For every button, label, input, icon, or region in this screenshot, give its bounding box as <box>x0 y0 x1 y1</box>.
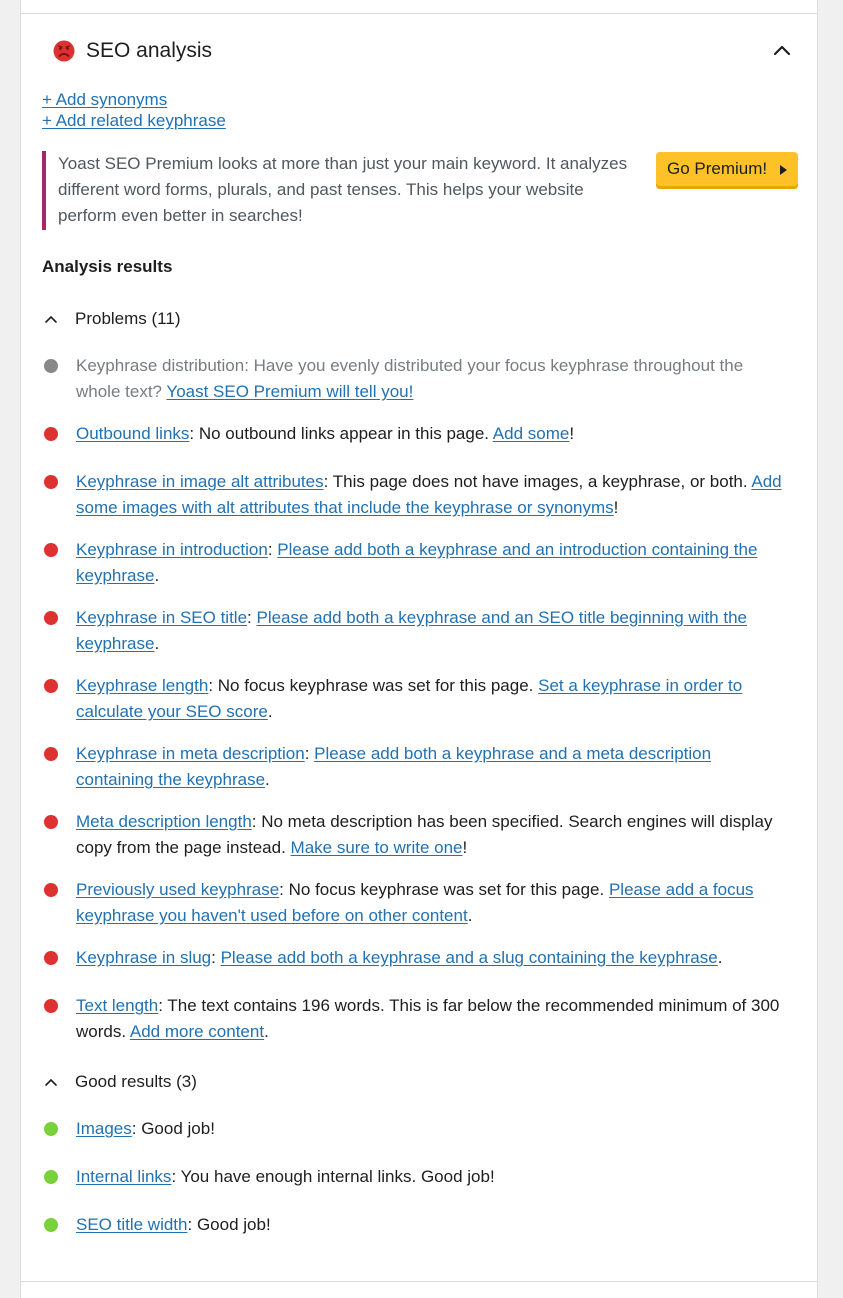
result-description: : <box>267 540 278 559</box>
result-action-link[interactable]: Add some <box>492 424 570 443</box>
status-dot-icon <box>44 427 58 441</box>
add-related-keyphrase-link[interactable]: + Add related keyphrase <box>42 111 226 130</box>
premium-description: Yoast SEO Premium looks at more than just your main keyword. It analyzes different word forms, plurals, and past tenses. This helps your website perform even better in searches! <box>58 154 628 225</box>
keyphrase-links <box>42 89 226 131</box>
result-punctuation: . <box>154 566 160 585</box>
status-dot-icon <box>44 815 58 829</box>
result-description: : No outbound links appear in this page. <box>189 424 493 443</box>
result-action-link[interactable]: Please add a focus keyphrase you haven't used before on other content <box>76 880 754 925</box>
result-text <box>76 809 786 861</box>
result-text <box>76 421 786 447</box>
status-dot-icon <box>44 543 58 557</box>
result-title-link[interactable]: Internal links <box>76 1167 172 1186</box>
status-dot-icon <box>44 883 58 897</box>
result-punctuation: ! <box>569 424 575 443</box>
result-punctuation: . <box>154 634 160 653</box>
seo-analysis-header[interactable] <box>21 14 817 88</box>
result-description: : The text contains 196 words. This is far below the recommended minimum of 300 words. <box>76 996 780 1041</box>
seo-analysis-panel <box>20 0 818 1298</box>
premium-link[interactable]: Yoast SEO Premium will tell you! <box>166 382 414 401</box>
result-title-link[interactable]: Keyphrase in slug <box>76 948 212 967</box>
result-description: : No focus keyphrase was set for this page. <box>279 880 609 899</box>
result-punctuation: . <box>264 1022 269 1041</box>
status-dot-icon <box>44 1122 58 1136</box>
status-dot-icon <box>44 747 58 761</box>
go-premium-button[interactable] <box>656 152 798 189</box>
status-dot-icon <box>44 475 58 489</box>
result-description: : <box>304 744 315 763</box>
result-punctuation: . <box>267 702 273 721</box>
result-text <box>76 353 786 405</box>
status-dot-icon <box>44 611 58 625</box>
status-dot-icon <box>44 679 58 693</box>
result-action-link[interactable]: Please add both a keyphrase and a slug containing the keyphrase <box>220 948 718 967</box>
result-text <box>76 993 786 1045</box>
chevron-up-icon[interactable] <box>771 40 793 62</box>
good-results-label: Good results (3) <box>75 1072 197 1091</box>
result-title-link[interactable]: Meta description length <box>76 812 252 831</box>
result-text <box>76 1164 786 1190</box>
result-action-link[interactable]: Please add both a keyphrase and a meta description containing the keyphrase <box>76 744 712 789</box>
status-dot-icon <box>44 1218 58 1232</box>
status-dot-icon <box>44 999 58 1013</box>
status-dot-icon <box>44 359 58 373</box>
result-description: : This page does not have images, a keyphrase, or both. <box>323 472 752 491</box>
result-action-link[interactable]: Make sure to write one <box>290 838 463 857</box>
result-description: : <box>211 948 221 967</box>
result-punctuation: ! <box>613 498 619 517</box>
result-description: : Good job! <box>187 1215 271 1234</box>
result-title-link[interactable]: Keyphrase in image alt attributes <box>76 472 324 491</box>
chevron-up-icon <box>44 312 58 326</box>
result-title-link[interactable]: Previously used keyphrase <box>76 880 280 899</box>
result-punctuation: ! <box>462 838 468 857</box>
result-text <box>76 1116 786 1142</box>
result-description: : You have enough internal links. Good job! <box>171 1167 495 1186</box>
result-description: : <box>247 608 257 627</box>
bottom-divider <box>21 1281 817 1282</box>
result-text <box>76 877 786 929</box>
result-title-link[interactable]: SEO title width <box>76 1215 188 1234</box>
result-action-link[interactable]: Please add both a keyphrase and an SEO title beginning with the keyphrase <box>76 608 747 653</box>
chevron-up-icon <box>44 1075 58 1089</box>
result-text <box>76 741 786 793</box>
play-arrow-icon <box>780 165 787 175</box>
result-text <box>76 945 786 971</box>
result-action-link[interactable]: Add more content <box>129 1022 265 1041</box>
status-dot-icon <box>44 951 58 965</box>
result-punctuation: . <box>265 770 270 789</box>
result-description: : Good job! <box>131 1119 215 1138</box>
problems-label: Problems (11) <box>75 309 181 328</box>
result-action-link[interactable]: Please add both a keyphrase and an introduction containing the keyphrase <box>76 540 758 585</box>
result-punctuation: . <box>467 906 473 925</box>
result-title-link[interactable]: Keyphrase in meta description <box>76 744 305 763</box>
result-title-link[interactable]: Keyphrase in introduction <box>76 540 268 559</box>
result-title-link[interactable]: Images <box>76 1119 132 1138</box>
panel-title: SEO analysis <box>86 39 213 62</box>
add-synonyms-link[interactable]: + Add synonyms <box>42 90 168 109</box>
result-text <box>76 537 786 589</box>
result-text <box>76 469 786 521</box>
premium-accent-bar <box>42 151 46 230</box>
status-dot-icon <box>44 1170 58 1184</box>
premium-upsell <box>42 151 799 230</box>
result-title-link[interactable]: Outbound links <box>76 424 190 443</box>
go-premium-label: Go Premium! <box>667 159 768 178</box>
analysis-results-heading: Analysis results <box>42 257 173 276</box>
sad-face-icon <box>53 40 75 62</box>
result-text <box>76 673 786 725</box>
result-action-link[interactable]: Add some images with alt attributes that include the keyphrase or synonyms <box>76 472 782 517</box>
result-action-link[interactable]: Set a keyphrase in order to calculate your SEO score <box>76 676 743 721</box>
result-punctuation: . <box>717 948 723 967</box>
result-text <box>76 1212 786 1238</box>
result-description: : No focus keyphrase was set for this page. <box>208 676 539 695</box>
result-title-link[interactable]: Text length <box>76 996 159 1015</box>
result-description: : No meta description has been specified. Search engines will display copy from the page instead. <box>76 812 773 857</box>
result-text <box>76 605 786 657</box>
result-description: Keyphrase distribution: Have you evenly distributed your focus keyphrase throughout the whole text? <box>76 356 744 401</box>
result-title-link[interactable]: Keyphrase length <box>76 676 209 695</box>
result-title-link[interactable]: Keyphrase in SEO title <box>76 608 248 627</box>
